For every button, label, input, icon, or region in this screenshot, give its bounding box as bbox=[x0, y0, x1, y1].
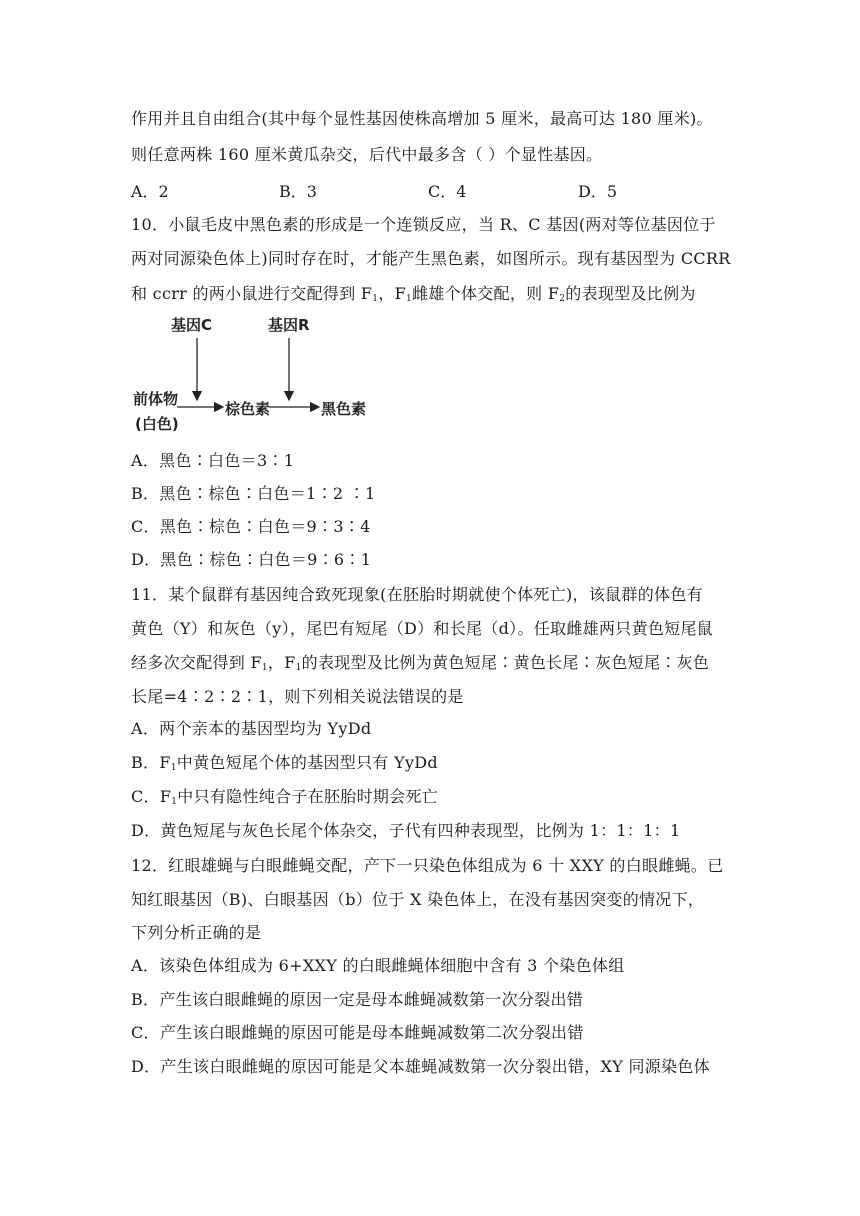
subscript-1: 1 bbox=[170, 763, 177, 773]
q9-text-line-2: 则任意两株 160 厘米黄瓜杂交，后代中最多含（ ）个显性基因。 bbox=[131, 145, 603, 164]
q10-line3-part-a: 和 ccrr 的两小鼠进行交配得到 F bbox=[131, 284, 373, 303]
precursor-white-note: (白色) bbox=[135, 415, 179, 433]
q11-option-b bbox=[131, 752, 438, 779]
q11-option-d: D．黄色短尾与灰色长尾个体杂交，子代有四种表现型，比例为 1：1：1：1 bbox=[131, 821, 681, 840]
black-pigment-label: 黑色素 bbox=[321, 400, 367, 418]
q10-line3-part-d: 的表现型及比例为 bbox=[565, 284, 696, 303]
q9-option-a: A．2 bbox=[131, 182, 169, 201]
q10-option-d: D．黑色∶棕色∶白色＝9∶6∶1 bbox=[131, 550, 372, 569]
q11-text-line-4: 长尾=4∶2∶2∶1，则下列相关说法错误的是 bbox=[131, 687, 464, 706]
q9-options bbox=[131, 179, 751, 201]
q12-text-line-1: 12．红眼雄蝇与白眼雌蝇交配，产下一只染色体组成为 6 十 XXY 的白眼雌蝇。已 bbox=[131, 856, 724, 875]
q12-text-line-2: 知红眼基因（B)、白眼基因（b）位于 X 染色体上，在没有基因突变的情况下， bbox=[131, 890, 705, 909]
brown-pigment-label: 棕色素 bbox=[225, 400, 271, 418]
q10-line3-part-c: 雌雄个体交配，则 F bbox=[412, 284, 560, 303]
q9-option-c: C．4 bbox=[428, 182, 467, 201]
q9-option-b: B．3 bbox=[279, 182, 317, 201]
q12-option-d: D．产生该白眼雌蝇的原因可能是父本雄蝇减数第一次分裂出错，XY 同源染色体 bbox=[131, 1057, 710, 1076]
pigment-pathway-diagram bbox=[131, 308, 368, 440]
gene-r-label: 基因R bbox=[268, 316, 310, 334]
q10-option-c: C．黑色∶棕色∶白色＝9∶3∶4 bbox=[131, 517, 371, 536]
q11-text-line-1: 11．某个鼠群有基因纯合致死现象(在胚胎时期就使个体死亡)，该鼠群的体色有 bbox=[131, 585, 703, 604]
subscript-1: 1 bbox=[372, 294, 379, 304]
q10-option-b: B．黑色∶棕色∶白色＝1∶2 ∶1 bbox=[131, 484, 376, 503]
precursor-label: 前体物 bbox=[133, 390, 179, 408]
subscript-1: 1 bbox=[295, 663, 302, 673]
q11-option-c-text: 中只有隐性纯合子在胚胎时期会死亡 bbox=[177, 787, 439, 806]
q11-text-line-2: 黄色（Y）和灰色（y），尾巴有短尾（D）和长尾（d）。任取雌雄两只黄色短尾鼠 bbox=[131, 619, 714, 638]
q11-option-a: A．两个亲本的基因型均为 YyDd bbox=[131, 719, 372, 738]
q11-option-c-prefix: C．F bbox=[131, 787, 172, 806]
q11-text-line-3 bbox=[131, 652, 709, 679]
q11-line3-part-b: ，F bbox=[267, 653, 296, 672]
q11-option-b-text: 中黄色短尾个体的基因型只有 YyDd bbox=[176, 753, 438, 772]
subscript-2: 2 bbox=[559, 294, 566, 304]
q11-option-c bbox=[131, 786, 438, 813]
q10-line3-part-b: ，F bbox=[378, 284, 407, 303]
q12-option-b: B．产生该白眼雌蝇的原因一定是母本雌蝇减数第一次分裂出错 bbox=[131, 990, 584, 1009]
q10-text-line-1: 10．小鼠毛皮中黑色素的形成是一个连锁反应，当 R、C 基因(两对等位基因位于 bbox=[131, 215, 716, 234]
q9-option-d: D．5 bbox=[578, 182, 618, 201]
subscript-1: 1 bbox=[171, 797, 178, 807]
q10-option-a: A．黑色∶白色＝3∶1 bbox=[131, 451, 295, 470]
q12-option-c: C．产生该白眼雌蝇的原因可能是母本雌蝇减数第二次分裂出错 bbox=[131, 1023, 584, 1042]
q12-text-line-3: 下列分析正确的是 bbox=[131, 923, 262, 942]
q12-option-a: A．该染色体组成为 6+XXY 的白眼雌蝇体细胞中含有 3 个染色体组 bbox=[131, 956, 625, 975]
q9-text-line-1: 作用并且自由组合(其中每个显性基因使株高增加 5 厘米，最高可达 180 厘米)。 bbox=[131, 109, 713, 128]
q11-line3-part-a: 经多次交配得到 F bbox=[131, 653, 262, 672]
q11-option-b-prefix: B．F bbox=[131, 753, 171, 772]
gene-c-label: 基因C bbox=[171, 316, 213, 334]
q11-line3-part-c: 的表现型及比例为黄色短尾∶黄色长尾∶灰色短尾∶灰色 bbox=[301, 653, 710, 672]
subscript-1: 1 bbox=[261, 663, 268, 673]
subscript-1: 1 bbox=[406, 294, 413, 304]
q10-text-line-3 bbox=[131, 283, 696, 310]
q10-text-line-2: 两对同源染色体上)同时存在时，才能产生黑色素，如图所示。现有基因型为 CCRR bbox=[131, 249, 731, 268]
